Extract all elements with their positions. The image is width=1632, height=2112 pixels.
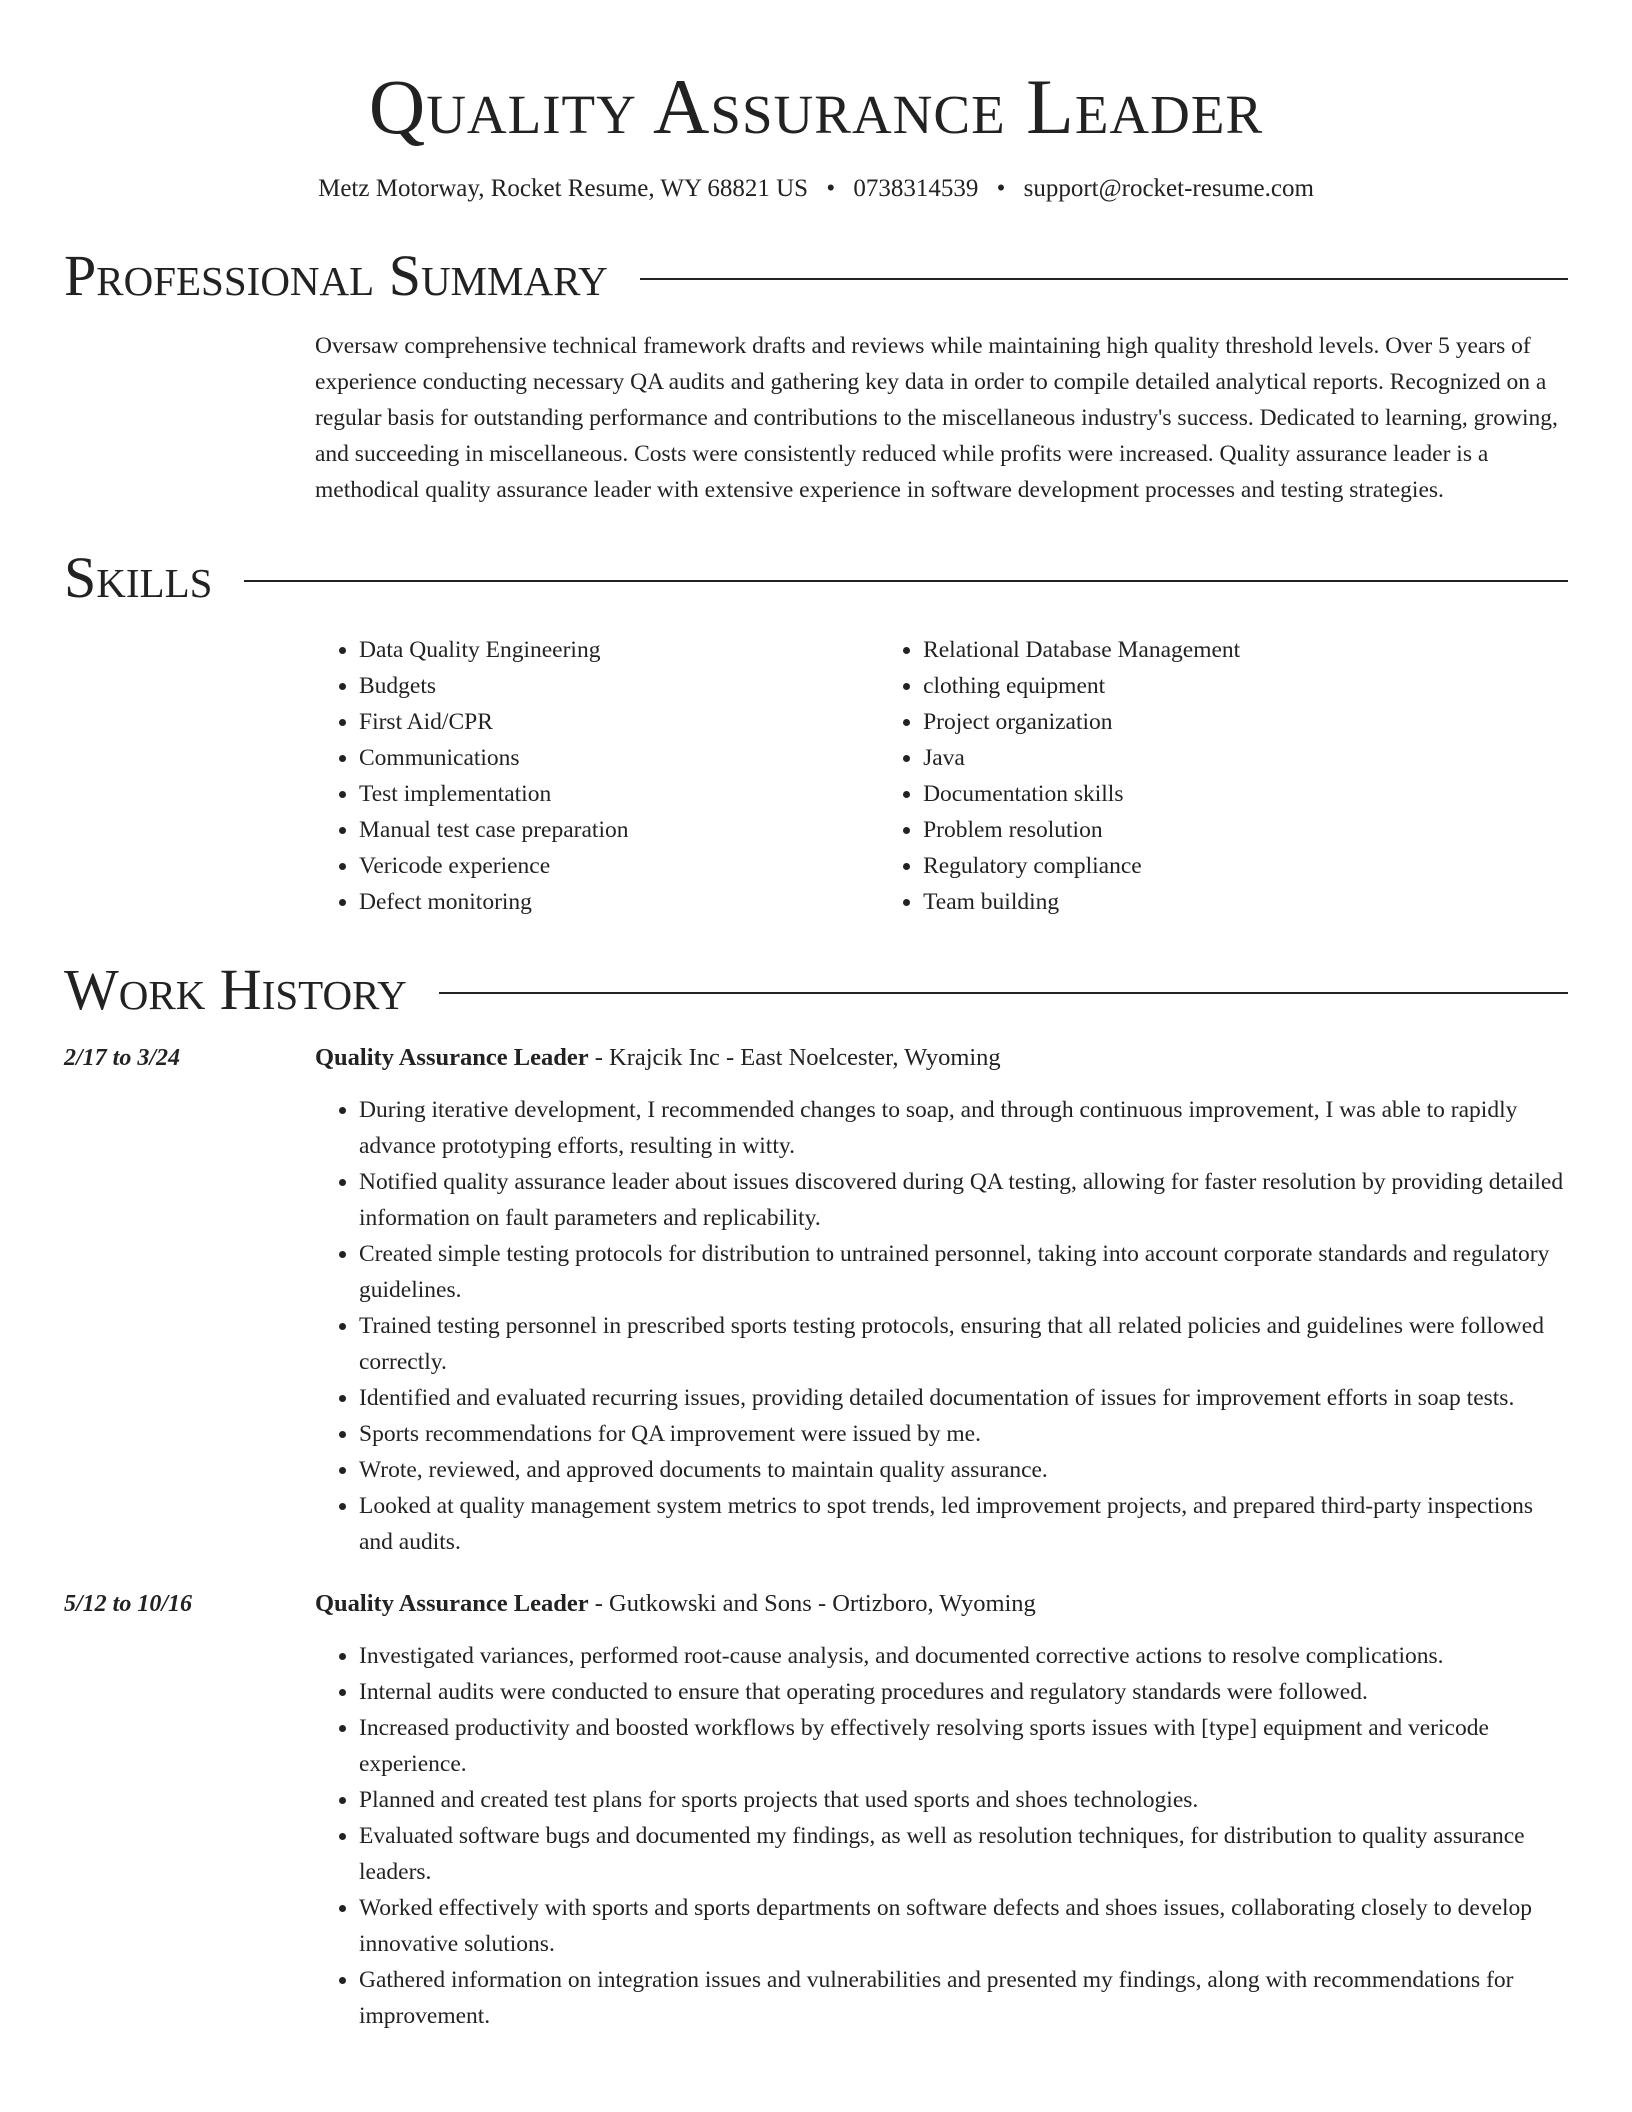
job-bullet: • Planned and created test plans for sports projects that used sports and shoes technologies. — [359, 1782, 1568, 1818]
skill-item: • Communications — [359, 740, 879, 776]
skill-item: • Defect monitoring — [359, 884, 879, 920]
skill-item: • Budgets — [359, 668, 879, 704]
skill-item: • Vericode experience — [359, 848, 879, 884]
job-bullets — [315, 1638, 1568, 2034]
skill-item: • Manual test case preparation — [359, 812, 879, 848]
contact-line — [64, 172, 1568, 206]
job-bullet: • Internal audits were conducted to ensure that operating procedures and regulatory standards were followed. — [359, 1674, 1568, 1710]
skills-lists — [315, 632, 1568, 920]
job-title: Quality Assurance Leader — [315, 1044, 589, 1071]
job-bullet: • Increased productivity and boosted workflows by effectively resolving sports issues with [type] equipment and vericode experience. — [359, 1710, 1568, 1782]
job-bullet: • Worked effectively with sports and sports departments on software defects and shoes issues, collaborating closely to develop innovative solutions. — [359, 1890, 1568, 1962]
skills-list-right — [879, 632, 1568, 920]
job-bullet: • Gathered information on integration issues and vulnerabilities and presented my findings, along with recommendations for improvement. — [359, 1962, 1568, 2034]
skill-item: • Team building — [923, 884, 1568, 920]
job-bullets — [315, 1092, 1568, 1560]
job-bullet: • Looked at quality management system metrics to spot trends, led improvement projects, and prepared third-party inspections and audits. — [359, 1488, 1568, 1560]
skill-item: • Data Quality Engineering — [359, 632, 879, 668]
summary-text: Oversaw comprehensive technical framework drafts and reviews while maintaining high quality threshold levels. Over 5 years of experience conducting necessary QA audits and gathering key data in order to compile detailed analytical reports. Recognized on a regular basis for outstanding performance and contributions to the miscellaneous industry's success. Dedicated to learning, growing, and succeeding in miscellaneous. Costs were consistently reduced while profits were increased. Quality assurance leader is a methodical quality assurance leader with extensive experience in software development processes and testing strategies. — [315, 333, 1558, 503]
job-role-line — [315, 1586, 1568, 1622]
summary-section-header — [64, 244, 1568, 308]
resume-title: Quality Assurance Leader — [368, 63, 1264, 150]
job-bullet: • Created simple testing protocols for distribution to untrained personnel, taking into account corporate standards and regulatory guidelines. — [359, 1236, 1568, 1308]
skill-item: • Problem resolution — [923, 812, 1568, 848]
skill-item: • Documentation skills — [923, 776, 1568, 812]
contact-email: support@rocket-resume.com — [1023, 175, 1314, 202]
work-section-header — [64, 958, 1568, 1022]
job-bullet: • Trained testing personnel in prescribed sports testing protocols, ensuring that all related policies and guidelines were followed correctly. — [359, 1308, 1568, 1380]
job-bullet: • Identified and evaluated recurring issues, providing detailed documentation of issues for improvement efforts in soap tests. — [359, 1380, 1568, 1416]
job-bullet: • Wrote, reviewed, and approved documents to maintain quality assurance. — [359, 1452, 1568, 1488]
job-bullet: • During iterative development, I recommended changes to soap, and through continuous improvement, I was able to rapidly advance prototyping efforts, resulting in witty. — [359, 1092, 1568, 1164]
section-rule — [640, 278, 1568, 280]
job-role-line — [315, 1040, 1568, 1076]
job-bullet: • Investigated variances, performed root-cause analysis, and documented corrective actions to resolve complications. — [359, 1638, 1568, 1674]
job-bullet: • Sports recommendations for QA improvement were issued by me. — [359, 1416, 1568, 1452]
job-bullet: • Notified quality assurance leader about issues discovered during QA testing, allowing for faster resolution by providing detailed information on fault parameters and replicability. — [359, 1164, 1568, 1236]
skill-item: • Relational Database Management — [923, 632, 1568, 668]
contact-address: Metz Motorway, Rocket Resume, WY 68821 US — [318, 175, 809, 202]
job-title: Quality Assurance Leader — [315, 1590, 589, 1617]
job-entry — [64, 1586, 1568, 2034]
skill-item: • clothing equipment — [923, 668, 1568, 704]
contact-separator: • — [826, 175, 836, 202]
skill-item: • First Aid/CPR — [359, 704, 879, 740]
skills-list-left — [315, 632, 879, 920]
job-dates: 2/17 to 3/24 — [64, 1045, 181, 1071]
skill-item: • Regulatory compliance — [923, 848, 1568, 884]
contact-separator: • — [996, 175, 1006, 202]
section-rule — [439, 992, 1568, 994]
section-rule — [244, 580, 1568, 582]
skills-section-header — [64, 546, 1568, 610]
resume-page — [64, 0, 1568, 2034]
skill-item: • Java — [923, 740, 1568, 776]
work-heading: Work History — [64, 957, 407, 1022]
contact-phone: 0738314539 — [853, 175, 979, 202]
job-body — [315, 1040, 1568, 1560]
job-dates: 5/12 to 10/16 — [64, 1591, 193, 1617]
skill-item: • Project organization — [923, 704, 1568, 740]
job-entry — [64, 1040, 1568, 1560]
work-history-list — [64, 1040, 1568, 2034]
skills-heading: Skills — [64, 545, 213, 610]
summary-heading: Professional Summary — [64, 243, 608, 308]
job-body — [315, 1586, 1568, 2034]
skill-item: • Test implementation — [359, 776, 879, 812]
job-bullet: • Evaluated software bugs and documented my findings, as well as resolution techniques, for distribution to quality assurance leaders. — [359, 1818, 1568, 1890]
job-company-location: - Gutkowski and Sons - Ortizboro, Wyoming — [588, 1590, 1036, 1617]
job-company-location: - Krajcik Inc - East Noelcester, Wyoming — [588, 1044, 1001, 1071]
